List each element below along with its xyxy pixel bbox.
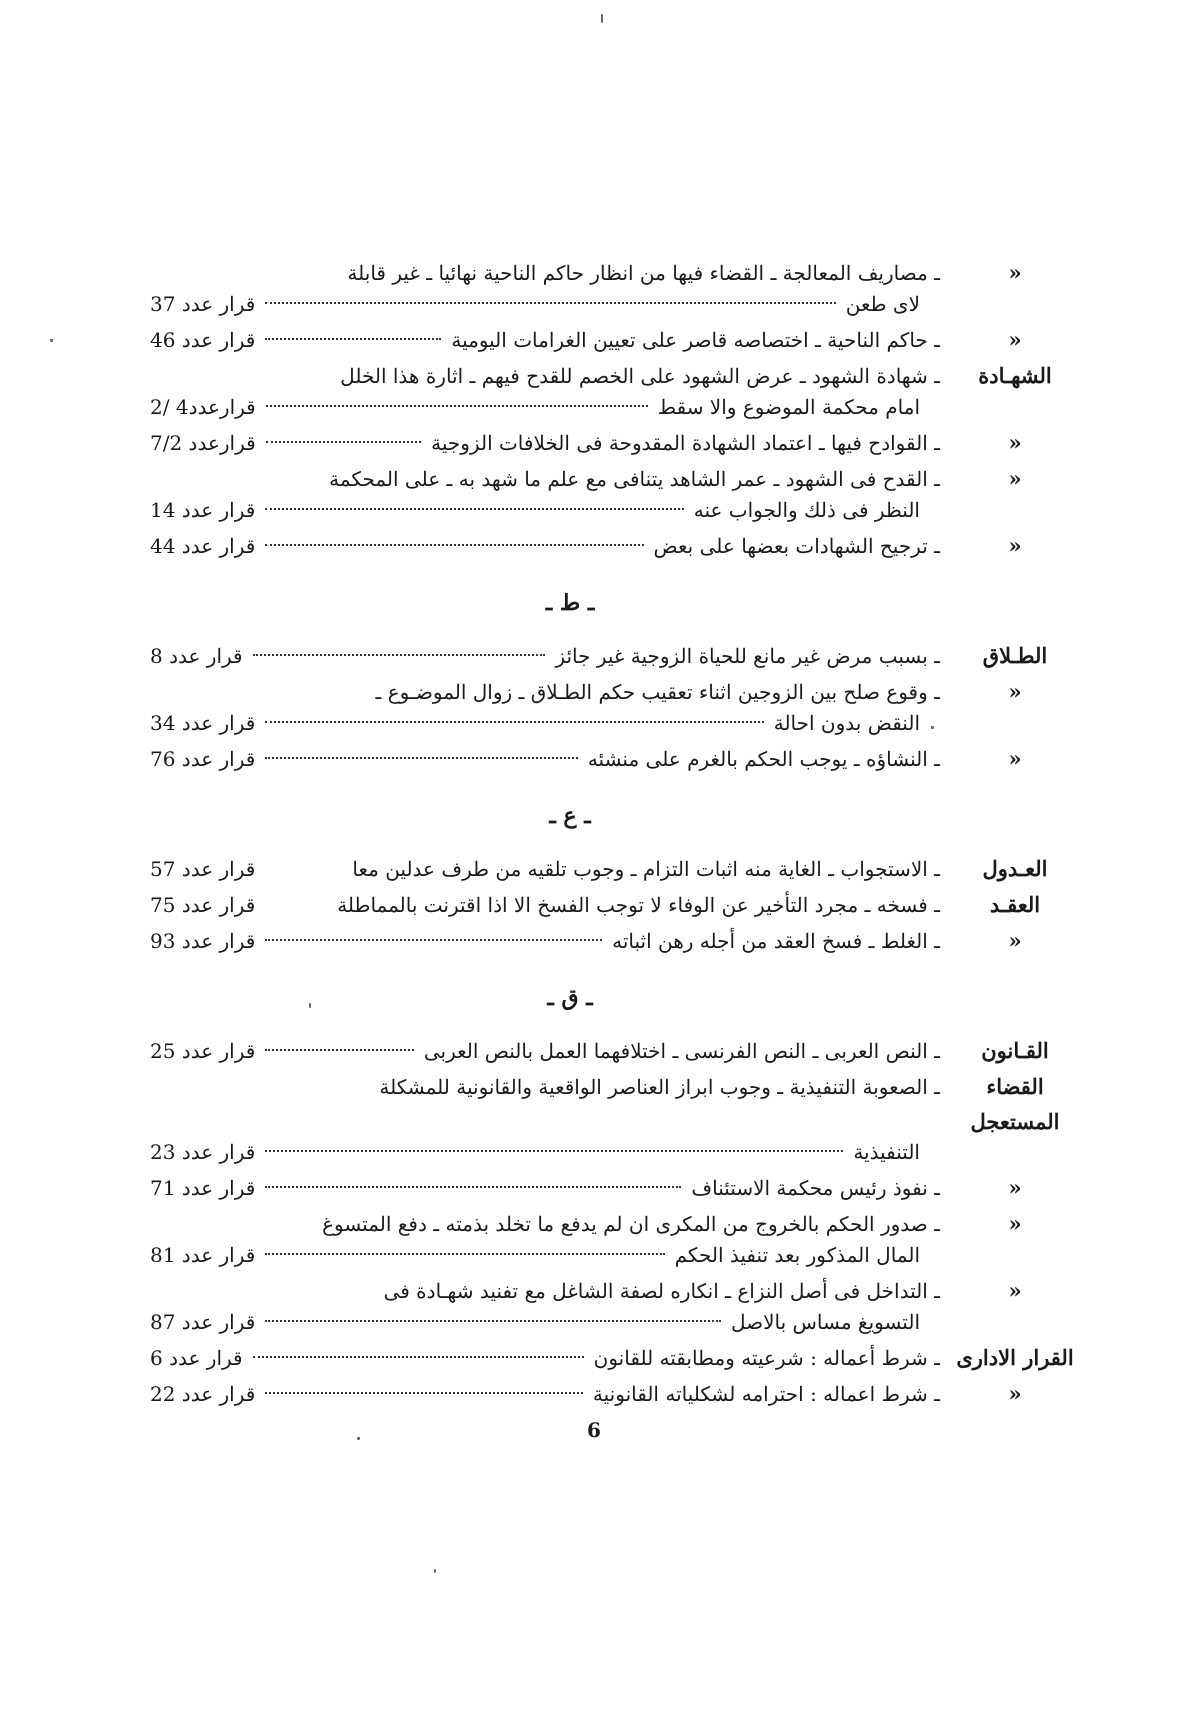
dot-leader (265, 544, 643, 546)
decision-reference: قرار عدد 81 (150, 1243, 256, 1267)
entry-text: ـ القوادح فيها ـ اعتماد الشهادة المقدوحة فى الخلافات الزوجية (431, 431, 940, 455)
page-number: 6 (587, 1418, 601, 1442)
decision-reference: قرار عدد 76 (150, 747, 256, 771)
entry-text: ـ وقوع صلح بين الزوجين اثناء تعقيب حكم الطـلاق ـ زوال الموضـوع ـ (375, 680, 940, 704)
index-entry (150, 1069, 1090, 1139)
index-entry-continuation (150, 1305, 1090, 1340)
entry-text: ـ التداخل فى أصل النزاع ـ انكاره لصفة الشاغل مع تفنيد شهـادة فى (383, 1279, 940, 1303)
decision-reference: قرار عدد 71 (150, 1176, 256, 1200)
entry-term: » (1008, 1175, 1022, 1200)
dot-leader (266, 441, 421, 443)
index-entry (150, 1033, 1090, 1069)
entry-text: ـ شرط اعماله : احترامه لشكلياته القانونية (592, 1382, 940, 1406)
entry-term: » (1008, 928, 1022, 953)
entry-text: ـ مصاريف المعالجة ـ القضاء فيها من انظار حاكم الناحية نهائيا ـ غير قابلة (347, 261, 940, 285)
index-entry (150, 923, 1090, 959)
decision-reference: قرار عدد 8 (150, 644, 243, 668)
entry-text: ـ فسخه ـ مجرد التأخير عن الوفاء لا توجب الفسخ الا اذا اقترنت بالمماطلة (337, 893, 940, 917)
decision-reference: قرارعدد4 /2 (150, 395, 256, 419)
entry-term: القضاء المستعجل (970, 1074, 1060, 1134)
index-entry (150, 638, 1090, 674)
decision-reference: قرار عدد 87 (150, 1310, 256, 1334)
dot-leader (265, 721, 763, 723)
index-entry (150, 1273, 1090, 1309)
dot-leader (265, 757, 577, 759)
dot-leader (265, 1186, 681, 1188)
entry-text: ـ نفوذ رئيس محكمة الاستئناف (691, 1176, 940, 1200)
decision-reference: قرار عدد 46 (150, 328, 256, 352)
entry-text: ـ الاستجواب ـ الغاية منه اثبات التزام ـ وجوب تلقيه من طرف عدلين معا (352, 857, 940, 881)
dot-leader (265, 1392, 583, 1394)
section-letter-heading: ـ ط ـ (545, 590, 595, 616)
index-content (150, 255, 1090, 1412)
index-entry (150, 528, 1090, 564)
decision-reference: قرار عدد 25 (150, 1039, 256, 1063)
entry-term: » (1008, 533, 1022, 558)
decision-reference: قرار عدد 93 (150, 929, 256, 953)
entry-text-continued: التنفيذية (853, 1140, 920, 1164)
dot-leader (253, 654, 546, 656)
entry-text: ـ النشاؤه ـ يوجب الحكم بالغرم على منشئه (587, 747, 940, 771)
index-entry-continuation (150, 1135, 1090, 1170)
entry-term: العـدول (982, 856, 1048, 881)
entry-term: الطـلاق (982, 643, 1048, 668)
index-entry (150, 674, 1090, 710)
decision-reference: قرار عدد 6 (150, 1346, 243, 1370)
decision-reference: قرار عدد 44 (150, 534, 256, 558)
index-entry-continuation (150, 1238, 1090, 1273)
entry-term: العقـد (989, 892, 1041, 917)
entry-term: » (1008, 430, 1022, 455)
entry-text: ـ القدح فى الشهود ـ عمر الشاهد يتنافى مع علم ما شهد به ـ على المحكمة (329, 467, 940, 491)
entry-text-continued: النقض بدون احالة (773, 711, 920, 735)
index-entry (150, 741, 1090, 777)
entry-text: ـ بسبب مرض غير مانع للحياة الزوجية غير جائز (555, 644, 940, 668)
index-entry (150, 887, 1090, 923)
entry-text: ـ النص العربى ـ النص الفرنسى ـ اختلافهما العمل بالنص العربى (423, 1039, 940, 1063)
dot-leader (266, 405, 648, 407)
entry-term: » (1008, 1278, 1022, 1303)
decision-reference: قرارعدد 7/2 (150, 431, 256, 455)
index-entry (150, 851, 1090, 887)
entry-text-continued: امام محكمة الموضوع والا سقط (657, 395, 920, 419)
index-entry (150, 1340, 1090, 1376)
index-entry (150, 461, 1090, 497)
entry-text: ـ شرط أعماله : شرعيته ومطابقته للقانون (593, 1346, 940, 1370)
decision-reference: قرار عدد 34 (150, 711, 256, 735)
decision-reference: قرار عدد 22 (150, 1382, 256, 1406)
entry-text: ـ حاكم الناحية ـ اختصاصه قاصر على تعيين الغرامات اليومية (451, 328, 940, 352)
index-entry (150, 1376, 1090, 1412)
entry-term: » (1008, 679, 1022, 704)
decision-reference: قرار عدد 75 (150, 893, 256, 917)
decision-reference: قرار عدد 23 (150, 1140, 256, 1164)
entry-text: ـ صدور الحكم بالخروج من المكرى ان لم يدفع ما تخلد بذمته ـ دفع المتسوغ (322, 1212, 940, 1236)
dot-leader (265, 1320, 721, 1322)
index-entry (150, 358, 1090, 394)
entry-term: القـانون (981, 1038, 1049, 1063)
entry-text-continued: المال المذكور بعد تنفيذ الحكم (674, 1243, 920, 1267)
dot-leader (265, 1253, 664, 1255)
index-entry-continuation (150, 493, 1090, 528)
dot-leader (265, 1049, 414, 1051)
entry-text: ـ شهادة الشهود ـ عرض الشهود على الخصم للقدح فيهم ـ اثارة هذا الخلل (340, 364, 940, 388)
entry-term: » (1008, 327, 1022, 352)
index-entry (150, 1170, 1090, 1206)
entry-text-continued: التسويغ مساس بالاصل (730, 1310, 920, 1334)
decision-reference: قرار عدد 37 (150, 292, 256, 316)
dot-leader (265, 939, 602, 941)
entry-term: » (1008, 466, 1022, 491)
index-entry-continuation (150, 706, 1090, 741)
dot-leader (265, 1150, 843, 1152)
index-entry (150, 255, 1090, 291)
entry-text: ـ ترجيح الشهادات بعضها على بعض (653, 534, 940, 558)
index-entry (150, 425, 1090, 461)
dot-leader (265, 338, 441, 340)
entry-text-continued: النظر فى ذلك والجواب عنه (693, 498, 920, 522)
entry-term: » (1008, 1381, 1022, 1406)
entry-text-continued: لاى طعن (845, 292, 920, 316)
dot-leader (265, 302, 835, 304)
index-entry-continuation (150, 390, 1090, 425)
section-letter-heading: ـ ع ـ (549, 803, 591, 829)
entry-term: » (1008, 1211, 1022, 1236)
entry-term: » (1008, 260, 1022, 285)
index-entry (150, 1206, 1090, 1242)
entry-text: ـ الغلط ـ فسخ العقد من أجله رهن اثباته (612, 929, 940, 953)
section-letter-heading: ـ ق ـ (547, 985, 593, 1011)
decision-reference: قرار عدد 14 (150, 498, 256, 522)
entry-term: القرار الادارى (956, 1345, 1074, 1370)
entry-text: ـ الصعوبة التنفيذية ـ وجوب ابراز العناصر الواقعية والقانونية للمشكلة (379, 1075, 940, 1099)
index-entry-continuation (150, 287, 1090, 322)
dot-leader (265, 508, 683, 510)
entry-term: الشهـادة (978, 363, 1052, 388)
index-entry (150, 322, 1090, 358)
entry-term: » (1008, 746, 1022, 771)
decision-reference: قرار عدد 57 (150, 857, 256, 881)
dot-leader (253, 1356, 584, 1358)
